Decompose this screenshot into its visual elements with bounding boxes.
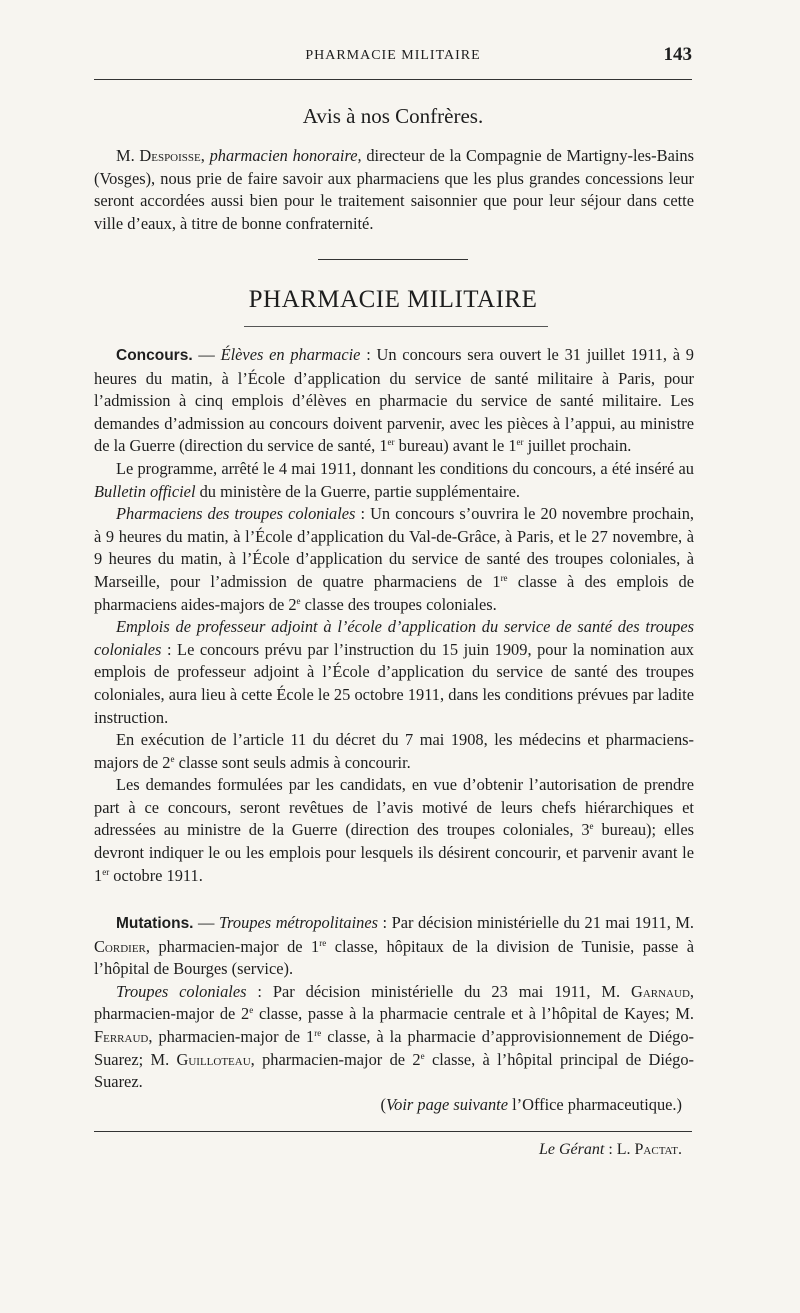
- coloniales-mutations-text: classe, à la pharmacie d’approvisionnement de Diégo-Suarez; M.: [94, 1026, 694, 1069]
- eleves-paragraph: [94, 344, 694, 458]
- gerant-sep: : L.: [604, 1141, 635, 1158]
- coloniales-mutations-paragraph: [94, 981, 694, 1094]
- avis-body: directeur de la Compagnie de Martigny-les-Bains (Vosges), nous prie de faire savoir aux pharmaciens que les plus grandes concessions leur seront accordées aussi bien pour le traitement saisonnier que pour leur séjour dans cette ville d’eaux, à titre de bonne confraternité.: [94, 146, 694, 233]
- coloniales-mutations-label: Troupes coloniales: [116, 981, 247, 1001]
- running-title: PHARMACIE MILITAIRE: [305, 48, 481, 63]
- person-name: Ferraud,: [94, 1026, 153, 1046]
- heading-dash: —: [192, 345, 221, 364]
- concours-heading: Concours.: [116, 347, 193, 364]
- coloniales-mutations-text: classe, à l’hôpital principal de Diégo-Suarez.: [94, 1049, 694, 1092]
- avis-title: Avis à nos Confrères.: [302, 104, 484, 128]
- gerant-label: Le Gérant: [538, 1141, 605, 1158]
- programme-paragraph: [94, 458, 694, 503]
- avis-name: Despoisse,: [139, 146, 205, 165]
- metropolitaines-text: classe, hôpitaux de la division de Tunisie, passe à l’hôpital de Bourges (service).: [94, 936, 694, 979]
- avis-salutation: M.: [116, 146, 135, 165]
- metropolitaines-paragraph: [94, 912, 694, 981]
- header-rule: [94, 79, 692, 80]
- footer-rule: [94, 1131, 692, 1132]
- superscript: re: [319, 937, 327, 948]
- execution-text: En exécution de l’article 11 du décret du 7 mai 1908, les médecins et pharmaciens-majors de 2: [94, 730, 694, 772]
- eleves-label: Élèves en pharmacie: [220, 345, 361, 364]
- gerant-name: Pactat.: [634, 1141, 682, 1158]
- avis-paragraph: [94, 145, 694, 235]
- metropolitaines-label: Troupes métropolitaines: [218, 913, 378, 932]
- section-title-rule: [244, 326, 548, 327]
- concours-section: [94, 344, 694, 887]
- execution-text: classe sont seuls admis à concourir.: [174, 752, 411, 772]
- coloniales-label: Pharmaciens des troupes coloniales: [116, 504, 356, 524]
- coloniales-mutations-text: pharmacien-major de 1: [152, 1026, 315, 1046]
- person-name: Guilloteau,: [176, 1049, 255, 1069]
- eleves-text: juillet prochain.: [523, 436, 632, 456]
- coloniales-paragraph: [94, 503, 694, 616]
- coloniales-mutations-text: pharmacien-major de 2: [254, 1049, 421, 1069]
- superscript: er: [387, 437, 395, 448]
- demandes-text: bureau); elles devront indiquer le ou les emplois pour lesquels ils désirent concourir, et parvenir avant le 1: [94, 820, 694, 885]
- section-title: PHARMACIE MILITAIRE: [248, 286, 538, 313]
- superscript: er: [516, 437, 524, 448]
- programme-text: du ministère de la Guerre, partie supplémentaire.: [195, 481, 521, 501]
- voir-paren: (: [380, 1094, 386, 1114]
- emplois-label: Emplois de professeur adjoint à l’école d’application du service de santé des troupes coloniales: [94, 617, 694, 659]
- superscript: e: [249, 1005, 254, 1016]
- programme-text: Le programme, arrêté le 4 mai 1911, donnant les conditions du concours, a été inséré au: [116, 458, 694, 478]
- demandes-text: Les demandes formulées par les candidats, en vue d’obtenir l’autorisation de prendre part à ce concours, seront revêtues de l’avis motivé de leurs chefs hiérarchiques et adressées au ministre de la Guerre (direction des troupes coloniales, 3: [94, 775, 694, 840]
- coloniales-text: classe des troupes coloniales.: [300, 594, 497, 614]
- coloniales-text: classe à des emplois de pharmaciens aides-majors de 2: [94, 571, 694, 614]
- eleves-text: : Un concours sera ouvert le 31 juillet 1911, à 9 heures du matin, à l’École d’application du service de santé militaire à Paris, pour l’admission à cinq emplois d’élèves en pharmacie du service de santé militaire. Les demandes d’admission au concours doivent parvenir, avec les pièces à l’appui, au ministre de la Guerre (direction du service de santé, 1: [94, 345, 694, 456]
- person-name: Cordier,: [94, 936, 150, 956]
- gerant-signature: [539, 1141, 682, 1159]
- bulletin-title: Bulletin officiel: [94, 481, 196, 501]
- page-number: 143: [663, 44, 692, 65]
- voir-rest: l’Office pharmaceutique.): [508, 1094, 682, 1114]
- emplois-text: : Le concours prévu par l’instruction du 15 juin 1909, pour la nomination aux emplois de professeur adjoint à l’École d’application du service de santé des troupes coloniales, aura lieu à cette École le 25 octobre 1911, dans les conditions prévues par ladite instruction.: [94, 639, 694, 727]
- superscript: re: [500, 572, 508, 583]
- running-header: [94, 44, 692, 70]
- superscript: e: [170, 753, 175, 764]
- execution-paragraph: [94, 729, 694, 774]
- coloniales-mutations-text: pharmacien-major de 2: [94, 1004, 250, 1024]
- coloniales-mutations-text: : Par décision ministérielle du 23 mai 1911, M.: [246, 981, 631, 1001]
- emplois-paragraph: [94, 616, 694, 729]
- metropolitaines-text: pharmacien-major de 1: [149, 936, 320, 956]
- separator-rule: [318, 259, 468, 260]
- heading-dash: —: [193, 913, 219, 932]
- mutations-heading: Mutations.: [116, 915, 194, 932]
- superscript: er: [102, 866, 110, 877]
- voir-italic: Voir page suivante: [385, 1094, 508, 1114]
- superscript: e: [589, 821, 594, 832]
- mutations-section: [94, 912, 694, 1116]
- voir-suite-note: [94, 1094, 694, 1117]
- coloniales-mutations-text: classe, passe à la pharmacie centrale et à l’hôpital de Kayes; M.: [253, 1004, 695, 1024]
- eleves-text: bureau) avant le 1: [394, 436, 517, 456]
- avis-role: pharmacien honoraire,: [209, 146, 362, 165]
- demandes-text: octobre 1911.: [109, 865, 203, 885]
- metropolitaines-text: : Par décision ministérielle du 21 mai 1911, M.: [377, 913, 694, 932]
- coloniales-text: : Un concours s’ouvrira le 20 novembre prochain, à 9 heures du matin, à l’École d’application du Val-de-Grâce, à Paris, et le 27 novembre, à 9 heures du matin, à l’École d’application du service de santé des troupes coloniales, à Marseille, pour l’admission de quatre pharmaciens de 1: [94, 504, 694, 591]
- superscript: e: [420, 1050, 425, 1061]
- superscript: re: [314, 1027, 322, 1038]
- demandes-paragraph: [94, 774, 694, 887]
- person-name: Garnaud,: [631, 981, 694, 1001]
- superscript: e: [296, 595, 301, 606]
